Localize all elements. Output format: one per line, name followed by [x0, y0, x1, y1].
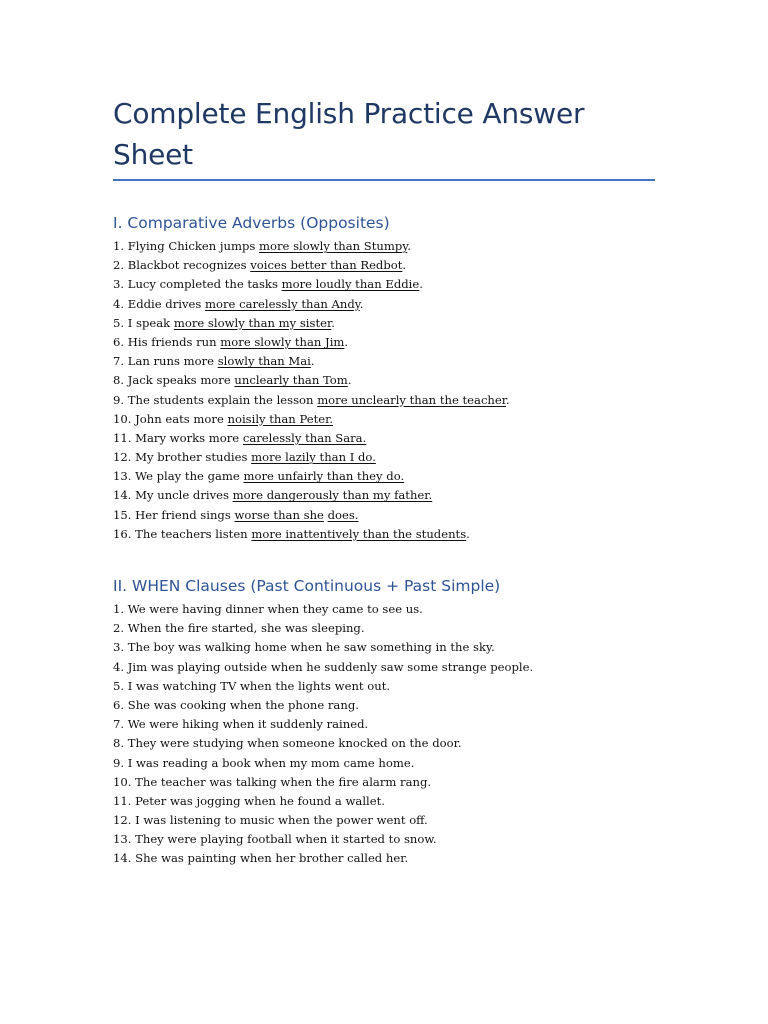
- list-item: [113, 448, 510, 467]
- item-question: 11. Mary works more: [113, 430, 243, 445]
- item-answer: worse than she: [234, 507, 324, 522]
- item-question: 15. Her friend sings: [113, 507, 235, 522]
- item-answer: more inattentively than the students: [251, 526, 467, 541]
- item-answer: more slowly than Jim: [220, 334, 345, 349]
- item-answer: more loudly than Eddie: [281, 277, 420, 292]
- item-question: 14. My uncle drives: [113, 488, 233, 503]
- item-punctuation: .: [310, 354, 315, 369]
- list-item: 13. They were playing football when it started to snow.: [113, 832, 437, 847]
- item-answer: more slowly than my sister: [173, 315, 332, 330]
- item-question: 13. We play the game: [113, 469, 244, 484]
- list-item: 4. Jim was playing outside when he suddenly saw some strange people.: [113, 659, 534, 674]
- list-item: 2. When the fire started, she was sleeping.: [113, 621, 365, 636]
- list-item: [113, 486, 510, 505]
- item-answer: more slowly than Stumpy: [259, 239, 408, 253]
- comparative-adverbs-list: [113, 237, 510, 544]
- list-item: [113, 352, 510, 371]
- list-item: 12. I was listening to music when the power went off.: [113, 813, 428, 828]
- list-item: 7. We were hiking when it suddenly rained.: [113, 717, 369, 732]
- item-question: 10. John eats more: [113, 411, 228, 426]
- item-question: 6. His friends run: [113, 334, 221, 349]
- item-answer: more dangerously than my father.: [232, 488, 433, 503]
- item-answer: more lazily than I do.: [251, 450, 376, 465]
- list-item: [113, 467, 510, 486]
- item-answer: unclearly than Tom: [234, 373, 348, 388]
- item-punctuation: .: [407, 239, 411, 253]
- item-punctuation: .: [402, 258, 407, 273]
- list-item: [113, 333, 510, 352]
- list-item: [113, 506, 510, 525]
- item-punctuation: .: [466, 526, 470, 541]
- item-answer: voices better than Redbot: [250, 258, 403, 273]
- item-answer: more carelessly than Andy: [205, 296, 360, 311]
- list-item: 11. Peter was jogging when he found a wallet.: [113, 793, 385, 808]
- item-question: 1. Flying Chicken jumps: [113, 239, 260, 253]
- list-item: [113, 295, 510, 314]
- item-punctuation: .: [419, 277, 423, 292]
- list-item: [113, 314, 510, 333]
- item-punctuation: .: [331, 315, 335, 330]
- section-heading-when-clauses: II. WHEN Clauses (Past Continuous + Past Simple): [113, 577, 501, 595]
- item-answer: more unfairly than they do.: [243, 469, 405, 484]
- list-item: 14. She was painting when her brother called her.: [113, 851, 409, 866]
- list-item: [113, 525, 510, 544]
- item-question: 5. I speak: [113, 315, 174, 330]
- list-item: 1. We were having dinner when they came to see us.: [113, 602, 423, 616]
- list-item: [113, 429, 510, 448]
- list-item: [113, 391, 510, 410]
- item-question: 9. The students explain the lesson: [113, 392, 318, 407]
- list-item: [113, 275, 510, 294]
- item-question: 4. Eddie drives: [113, 296, 206, 311]
- when-clauses-list: [113, 600, 533, 869]
- list-item: [113, 371, 510, 390]
- list-item: 3. The boy was walking home when he saw something in the sky.: [113, 640, 495, 655]
- page-title: Complete English Practice Answer Sheet: [113, 97, 585, 171]
- list-item: 5. I was watching TV when the lights went out.: [113, 678, 391, 693]
- list-item: [113, 237, 510, 256]
- list-item: 10. The teacher was talking when the fire alarm rang.: [113, 774, 432, 789]
- item-question: 16. The teachers listen: [113, 526, 252, 541]
- item-punctuation: .: [344, 334, 349, 349]
- item-question: 2. Blackbot recognizes: [113, 258, 251, 273]
- item-answer: carelessly than Sara.: [242, 430, 367, 445]
- list-item: 9. I was reading a book when my mom came home.: [113, 755, 415, 770]
- item-question: 8. Jack speaks more: [113, 373, 235, 388]
- item-answer: noisily than Peter.: [227, 411, 334, 426]
- title-divider: [113, 179, 655, 181]
- item-answer: more unclearly than the teacher: [317, 392, 507, 407]
- item-question: 12. My brother studies: [113, 450, 252, 465]
- item-punctuation: .: [347, 373, 352, 388]
- list-item: [113, 410, 510, 429]
- item-answer: does.: [327, 507, 359, 522]
- item-punctuation: .: [359, 296, 364, 311]
- list-item: 6. She was cooking when the phone rang.: [113, 697, 359, 712]
- item-punctuation: .: [506, 392, 510, 407]
- list-item: 8. They were studying when someone knocked on the door.: [113, 736, 462, 751]
- item-answer: slowly than Mai: [217, 354, 311, 369]
- item-question: 3. Lucy completed the tasks: [113, 277, 282, 292]
- section-heading-comparative-adverbs: I. Comparative Adverbs (Opposites): [113, 214, 390, 232]
- item-question: 7. Lan runs more: [113, 354, 218, 369]
- list-item: [113, 256, 510, 275]
